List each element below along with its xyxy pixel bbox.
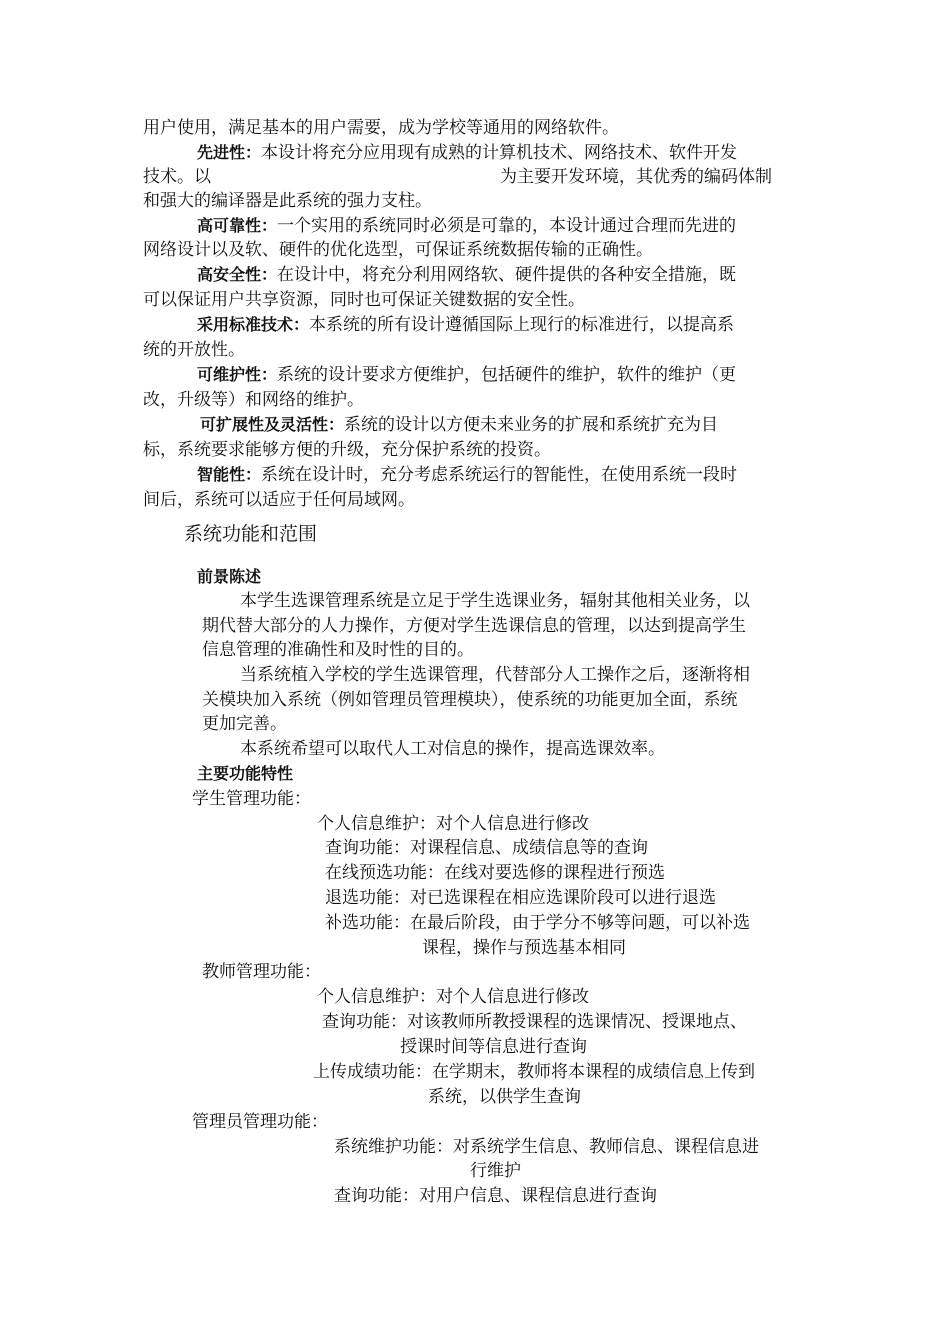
admin-feature-1-line-2: 行维护 [470, 1161, 521, 1181]
standard-text-2: 统的开放性。 [143, 340, 245, 360]
advanced-text-2a: 技术。以 [143, 167, 211, 187]
smart-paragraph-line-1 [197, 463, 737, 487]
student-feature-5-line-1: 补选功能：在最后阶段，由于学分不够等问题，可以补选 [325, 913, 750, 933]
extend-text-2: 标，系统要求能够方便的升级，充分保护系统的投资。 [143, 440, 551, 460]
advanced-label: 先进性： [197, 143, 262, 162]
maintain-label: 可维护性： [197, 365, 278, 384]
background-p2-line-1: 当系统植入学校的学生选课管理，代替部分人工操作之后，逐渐将相 [240, 665, 750, 685]
intro-line: 用户使用，满足基本的用户需要，成为学校等通用的网络软件。 [143, 118, 619, 138]
student-feature-4: 退选功能：对已选课程在相应选课阶段可以进行退选 [325, 888, 716, 908]
admin-feature-1-line-1: 系统维护功能：对系统学生信息、教师信息、课程信息进 [334, 1137, 759, 1157]
standard-paragraph-line-1 [197, 313, 734, 337]
teacher-feature-3-line-1: 上传成绩功能：在学期末，教师将本课程的成绩信息上传到 [313, 1062, 755, 1082]
student-heading: 学生管理功能： [192, 789, 311, 809]
extend-label: 可扩展性及灵活性： [200, 415, 345, 434]
background-p1-line-2: 期代替大部分的人力操作，方便对学生选课信息的管理，以达到提高学生 [202, 616, 746, 636]
maintain-text-1: 系统的设计要求方便维护，包括硬件的维护，软件的维护（更 [277, 365, 737, 385]
reliability-paragraph-line-1 [197, 214, 736, 238]
features-heading: 主要功能特性 [197, 764, 294, 783]
student-feature-3: 在线预选功能：在线对要选修的课程进行预选 [325, 863, 665, 883]
security-text-2: 可以保证用户共享资源，同时也可保证关键数据的安全性。 [143, 290, 585, 310]
teacher-feature-3-line-2: 系统，以供学生查询 [428, 1087, 581, 1107]
teacher-feature-2-line-2: 授课时间等信息进行查询 [400, 1037, 587, 1057]
teacher-feature-2-line-1: 查询功能：对该教师所教授课程的选课情况、授课地点、 [322, 1012, 747, 1032]
smart-label: 智能性： [197, 465, 262, 484]
background-heading: 前景陈述 [197, 567, 262, 586]
teacher-heading: 教师管理功能： [202, 962, 321, 982]
extend-text-1: 系统的设计以方便未来业务的扩展和系统扩充为目 [344, 415, 719, 435]
standard-text-1: 本系统的所有设计遵循国际上现行的标准进行，以提高系 [309, 315, 735, 335]
background-p3-line-1: 本系统希望可以取代人工对信息的操作，提高选课效率。 [240, 739, 665, 759]
extend-paragraph-line-1 [200, 413, 718, 437]
smart-text-2: 间后，系统可以适应于任何局域网。 [143, 490, 415, 510]
background-p1-line-3: 信息管理的准确性和及时性的目的。 [202, 640, 474, 660]
student-feature-5-line-2: 课程，操作与预选基本相同 [422, 938, 626, 958]
reliability-label: 高可靠性： [197, 216, 278, 235]
maintain-paragraph-line-1 [197, 363, 736, 387]
standard-label: 采用标准技术： [197, 315, 310, 334]
security-text-1: 在设计中，将充分利用网络软、硬件提供的各种安全措施，既 [277, 265, 737, 285]
admin-heading: 管理员管理功能： [192, 1112, 328, 1132]
reliability-text-2: 网络设计以及软、硬件的优化选型，可保证系统数据传输的正确性。 [143, 240, 653, 260]
security-label: 高安全性： [197, 265, 278, 284]
advanced-text-3: 和强大的编译器是此系统的强力支柱。 [143, 191, 432, 211]
background-p1-line-1: 本学生选课管理系统是立足于学生选课业务，辐射其他相关业务，以 [240, 591, 750, 611]
background-p2-line-3: 更加完善。 [202, 714, 287, 734]
advanced-paragraph-line-1 [197, 141, 737, 165]
security-paragraph-line-1 [197, 263, 736, 287]
advanced-text-2b: 为主要开发环境，其优秀的编码体制 [500, 167, 772, 187]
maintain-text-2: 改，升级等）和网络的维护。 [143, 390, 364, 410]
admin-feature-2: 查询功能：对用户信息、课程信息进行查询 [334, 1186, 657, 1206]
teacher-feature-1: 个人信息维护：对个人信息进行修改 [317, 987, 589, 1007]
smart-text-1: 系统在设计时，充分考虑系统运行的智能性，在使用系统一段时 [261, 465, 738, 485]
advanced-text-1: 本设计将充分应用现有成熟的计算机技术、网络技术、软件开发 [261, 143, 738, 163]
student-feature-2: 查询功能：对课程信息、成绩信息等的查询 [325, 838, 648, 858]
background-p2-line-2: 关模块加入系统（例如管理员管理模块），使系统的功能更加全面，系统 [202, 690, 738, 710]
section-heading: 系统功能和范围 [184, 523, 318, 545]
student-feature-1: 个人信息维护：对个人信息进行修改 [317, 814, 589, 834]
reliability-text-1: 一个实用的系统同时必须是可靠的，本设计通过合理而先进的 [277, 216, 737, 236]
